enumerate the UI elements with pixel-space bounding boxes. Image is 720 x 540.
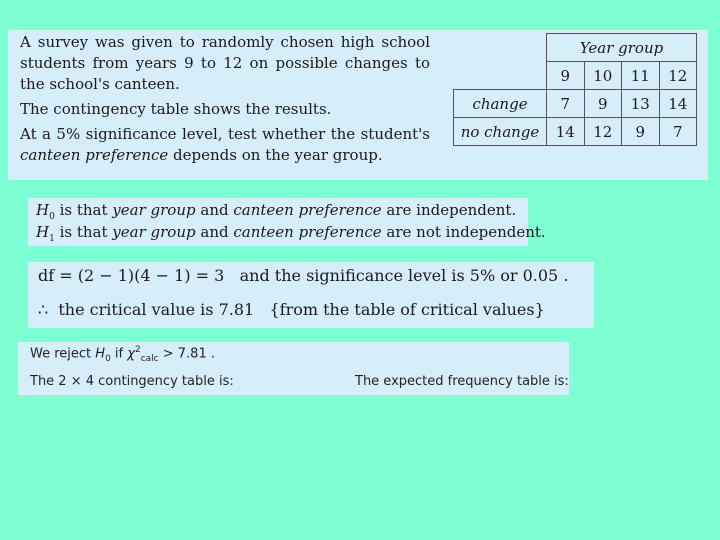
- hypotheses-panel: [28, 198, 546, 246]
- df-equation: df = (2 − 1)(4 − 1) = 3: [38, 266, 225, 285]
- table-cell: 14: [659, 90, 697, 118]
- row-label-no-change: no change: [454, 118, 547, 146]
- reject-rule: We reject $H_0$ if $\chi^2_{calc} > 7.81$ .: [30, 345, 215, 364]
- year-group-header: Year group: [547, 34, 697, 62]
- significance-text: and the significance level is 5% or 0.05 .: [239, 266, 569, 285]
- critical-value-text: the critical value is 7.81: [58, 300, 255, 319]
- problem-text: [20, 32, 430, 170]
- table-cell: 12: [584, 118, 622, 146]
- null-hypothesis: $H_0$ is that year group and canteen preference are independent.: [36, 201, 517, 222]
- problem-panel: [8, 30, 708, 180]
- critical-value-note: {from the table of critical values}: [269, 300, 545, 319]
- year-cell: 11: [622, 62, 660, 90]
- table-cell: 7: [547, 90, 585, 118]
- table-years-row: [454, 62, 697, 90]
- df-line: [38, 266, 568, 285]
- row-label-change: change: [454, 90, 547, 118]
- alternative-hypothesis: $H_1$ is that year group and canteen preference are not independent.: [36, 223, 546, 244]
- year-cell: 12: [659, 62, 697, 90]
- problem-p3-a: At a 5% significance level, test whether the student's: [20, 125, 430, 143]
- contingency-table: [453, 33, 697, 146]
- table-cell: 13: [622, 90, 660, 118]
- table-cell: 14: [547, 118, 585, 146]
- table-cell: 9: [584, 90, 622, 118]
- table-cell: 9: [622, 118, 660, 146]
- therefore-symbol: ∴: [38, 300, 49, 319]
- table-row: [454, 90, 697, 118]
- problem-paragraph-3: [20, 124, 430, 166]
- problem-p3-c: depends on the year group.: [168, 146, 383, 164]
- reject-panel: [18, 342, 569, 395]
- critical-value-line: [38, 300, 545, 319]
- table-cell: 7: [659, 118, 697, 146]
- problem-paragraph-1: A survey was given to randomly chosen high school students from years 9 to 12 on possible changes to the school's canteen.: [20, 33, 430, 93]
- year-cell: 9: [547, 62, 585, 90]
- table-row: [454, 118, 697, 146]
- problem-paragraph-2: The contingency table shows the results.: [20, 100, 332, 118]
- year-cell: 10: [584, 62, 622, 90]
- chi-symbol: χ: [127, 346, 135, 362]
- contingency-table-label: The 2 × 4 contingency table is:: [30, 374, 234, 389]
- degrees-of-freedom-panel: [28, 262, 594, 328]
- problem-p3-b: canteen preference: [20, 146, 169, 164]
- table-header-row: [454, 34, 697, 62]
- expected-frequency-label: The expected frequency table is:: [355, 374, 569, 389]
